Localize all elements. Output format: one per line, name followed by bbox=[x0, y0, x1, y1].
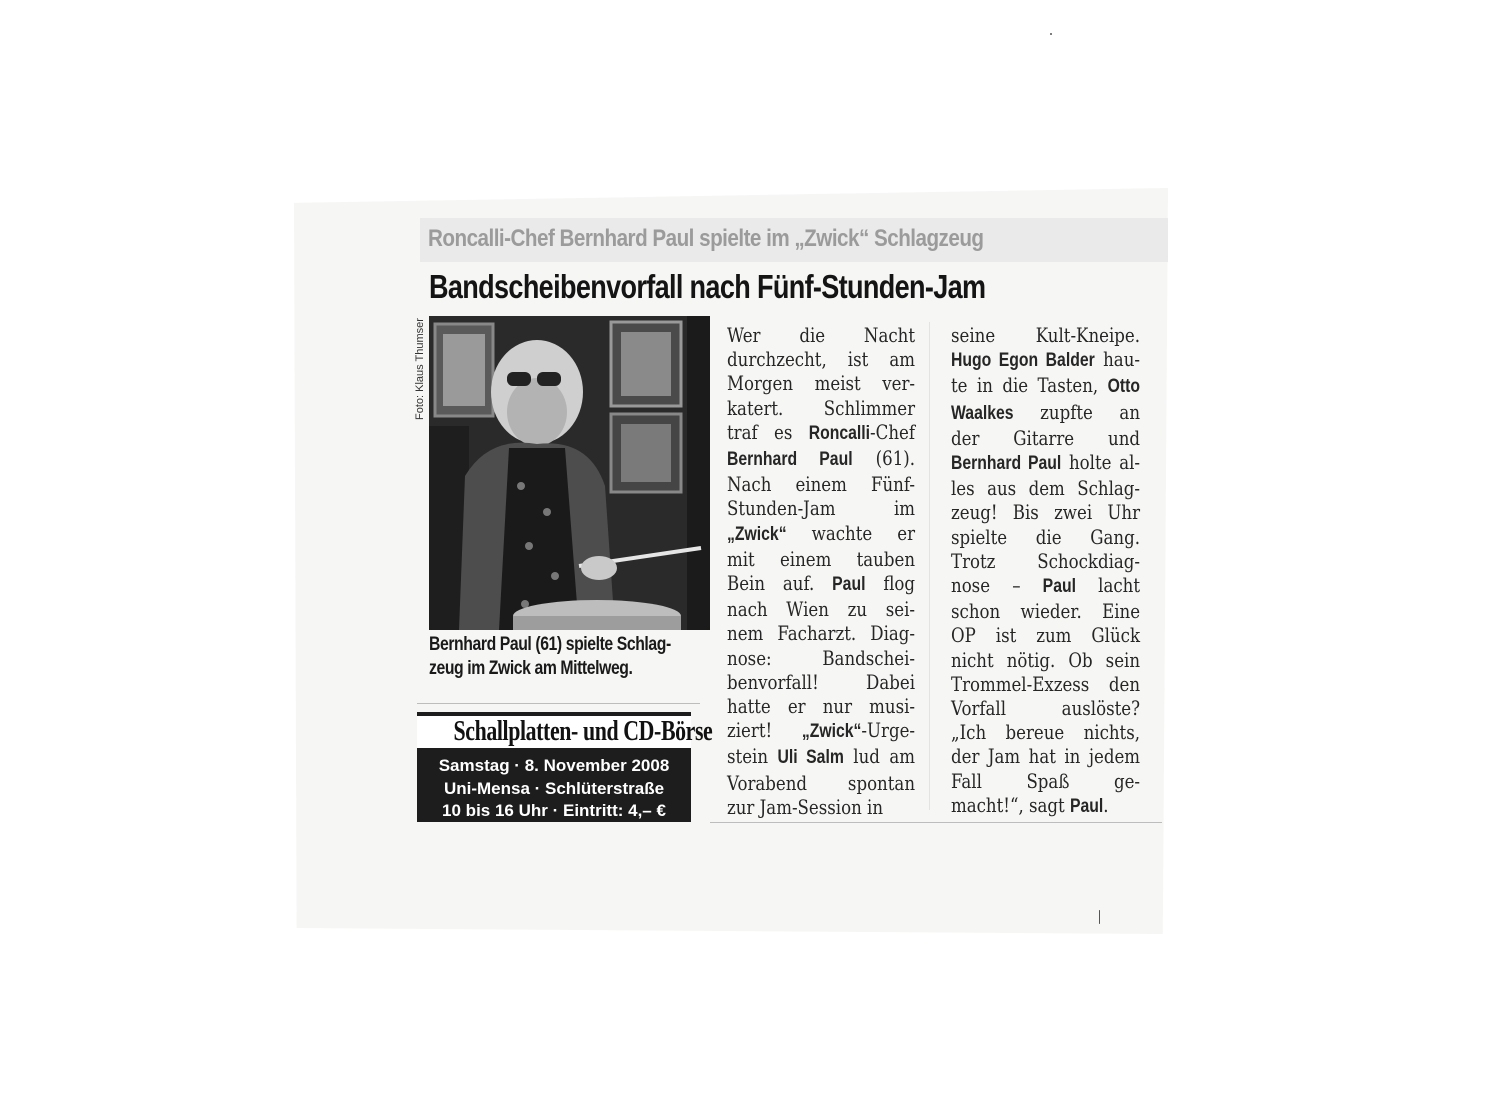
text-run: wachte er bbox=[786, 520, 916, 545]
bold-name: Waalkes bbox=[951, 402, 1014, 424]
text-run: lud am bbox=[843, 744, 916, 769]
text-run: traf es bbox=[727, 419, 809, 444]
scan-speck bbox=[1050, 33, 1052, 35]
divider bbox=[710, 822, 1162, 823]
text-run: lacht bbox=[1075, 573, 1141, 598]
article-text-line bbox=[951, 500, 1140, 524]
article-text-line bbox=[951, 720, 1140, 744]
text-run: flog bbox=[865, 571, 916, 596]
text-run: benvorfall! Dabei bbox=[727, 669, 916, 694]
article-kicker: Roncalli-Chef Bernhard Paul spielte im „Zwick“ Schlagzeug bbox=[428, 225, 984, 252]
bold-name: Uli Salm bbox=[777, 747, 844, 769]
article-text-line bbox=[727, 795, 915, 819]
text-run: Trotz Schockdiag- bbox=[951, 548, 1141, 573]
article-text-line bbox=[727, 420, 915, 446]
article-text-line bbox=[727, 718, 915, 744]
ad-venue: Uni-Mensa · Schlüterstraße bbox=[443, 779, 665, 798]
text-run: Wer die Nacht bbox=[727, 323, 916, 347]
article-text-line bbox=[727, 521, 915, 547]
text-run: nose: Bandschei- bbox=[727, 645, 916, 670]
text-run: nose – bbox=[951, 573, 1043, 598]
article-text-line bbox=[727, 621, 915, 645]
text-run: les aus dem Schlag- bbox=[951, 476, 1141, 501]
article-text-line bbox=[951, 623, 1140, 647]
article-text-line bbox=[951, 793, 1140, 819]
article-text-line bbox=[727, 446, 915, 472]
bold-name: Hugo Egon Balder bbox=[951, 350, 1095, 372]
text-run: katert. Schlimmer bbox=[727, 395, 916, 420]
article-text-line bbox=[951, 648, 1140, 672]
article-text-line bbox=[727, 323, 915, 347]
text-run: holte al- bbox=[1061, 450, 1141, 475]
text-run: Nach einem Fünf- bbox=[727, 472, 916, 497]
article-text-line bbox=[951, 744, 1140, 768]
article-text-line bbox=[727, 646, 915, 670]
text-run: der Gitarre und bbox=[951, 425, 1141, 450]
text-run: . bbox=[1103, 792, 1109, 817]
text-run: mit einem tauben bbox=[727, 546, 916, 571]
text-run: zur Jam-Session in bbox=[727, 794, 884, 819]
article-text-line bbox=[951, 525, 1140, 549]
text-run: ziert! bbox=[727, 718, 802, 743]
drummer-photo-illustration bbox=[429, 316, 710, 630]
article-text-line bbox=[727, 496, 915, 520]
text-run: Fall Spaß ge- bbox=[951, 768, 1141, 793]
text-run: „Ich bereue nichts, bbox=[951, 720, 1141, 745]
text-run: Stunden-Jam im bbox=[727, 496, 916, 521]
text-run: Vorabend spontan bbox=[727, 770, 916, 795]
column-gutter bbox=[929, 322, 930, 810]
article-text-line bbox=[951, 373, 1140, 399]
text-run: -Urge- bbox=[861, 718, 916, 743]
article-headline: Bandscheibenvorfall nach Fünf-Stunden-Jam bbox=[429, 268, 986, 305]
text-run: OP ist zum Glück bbox=[951, 623, 1141, 648]
text-run: seine Kult-Kneipe. bbox=[951, 323, 1141, 347]
text-run: Morgen meist ver- bbox=[727, 371, 916, 396]
text-run: der Jam hat in jedem bbox=[951, 744, 1141, 769]
bold-name: Bernhard Paul bbox=[951, 453, 1062, 475]
article-column-2 bbox=[951, 323, 1140, 819]
article-text-line bbox=[951, 549, 1140, 573]
bold-name: Paul bbox=[832, 574, 866, 596]
article-text-line bbox=[951, 573, 1140, 599]
article-text-line bbox=[951, 599, 1140, 623]
bold-name: Paul bbox=[1070, 795, 1104, 817]
article-text-line bbox=[727, 597, 915, 621]
text-run: -Chef bbox=[870, 419, 916, 444]
text-run: hau- bbox=[1094, 347, 1141, 372]
text-run: (61). bbox=[852, 446, 916, 471]
text-run: macht!“, sagt bbox=[951, 792, 1071, 817]
text-run: te in die Tasten, bbox=[951, 373, 1108, 398]
article-text-line bbox=[951, 347, 1140, 373]
ad-date: Samstag · 8. November 2008 bbox=[438, 756, 670, 775]
bold-name: Roncalli bbox=[808, 422, 871, 444]
article-text-line bbox=[727, 694, 915, 718]
scan-speck bbox=[1099, 910, 1100, 924]
article-text-line bbox=[951, 476, 1140, 500]
article-text-line bbox=[727, 744, 915, 770]
article-text-line bbox=[727, 472, 915, 496]
ad-title: Schallplatten- und CD-Börse bbox=[417, 716, 691, 748]
text-run: nach Wien zu sei- bbox=[727, 597, 916, 622]
photo-credit: Foto: Klaus Thumser bbox=[414, 318, 426, 420]
text-run: zupfte an bbox=[1013, 399, 1141, 424]
text-run: nem Facharzt. Diag- bbox=[727, 621, 916, 646]
article-text-line bbox=[951, 323, 1140, 347]
article-photo bbox=[429, 316, 710, 630]
bold-name: „Zwick“ bbox=[801, 721, 862, 743]
text-run: Bein auf. bbox=[727, 571, 833, 596]
bold-name: „Zwick“ bbox=[727, 523, 787, 545]
bold-name: Paul bbox=[1042, 576, 1076, 598]
article-text-line bbox=[727, 670, 915, 694]
bold-name: Otto bbox=[1107, 376, 1141, 398]
text-run: stein bbox=[727, 744, 778, 769]
ad-hours-price: 10 bis 16 Uhr · Eintritt: 4,– € bbox=[442, 801, 666, 820]
article-text-line bbox=[727, 547, 915, 571]
article-text-line bbox=[951, 400, 1140, 426]
article-text-line bbox=[727, 571, 915, 597]
text-run: Trommel-Exzess den bbox=[951, 671, 1141, 696]
text-run: hatte er nur musi- bbox=[727, 694, 916, 719]
article-text-line bbox=[951, 696, 1140, 720]
text-run: zeug! Bis zwei Uhr bbox=[951, 500, 1141, 525]
article-column-1 bbox=[727, 323, 915, 819]
article-text-line bbox=[951, 672, 1140, 696]
bold-name: Bernhard Paul bbox=[727, 449, 853, 471]
article-text-line bbox=[727, 771, 915, 795]
text-run: nicht nötig. Ob sein bbox=[951, 647, 1141, 672]
article-text-line bbox=[727, 371, 915, 395]
text-run: Vorfall auslöste? bbox=[951, 696, 1141, 721]
event-advertisement bbox=[417, 712, 713, 822]
article-text-line bbox=[951, 450, 1140, 476]
text-run: spielte die Gang. bbox=[951, 524, 1141, 549]
photo-caption bbox=[429, 633, 678, 681]
article-text-line bbox=[951, 769, 1140, 793]
article-text-line bbox=[727, 396, 915, 420]
text-run: schon wieder. Eine bbox=[951, 599, 1141, 624]
divider bbox=[417, 703, 700, 704]
caption-line: Bernhard Paul (61) spielte Schlag- bbox=[429, 634, 671, 655]
text-run: durchzecht, ist am bbox=[727, 347, 916, 372]
article-text-line bbox=[951, 426, 1140, 450]
caption-line: zeug im Zwick am Mittelweg. bbox=[429, 658, 633, 679]
article-text-line bbox=[727, 347, 915, 371]
